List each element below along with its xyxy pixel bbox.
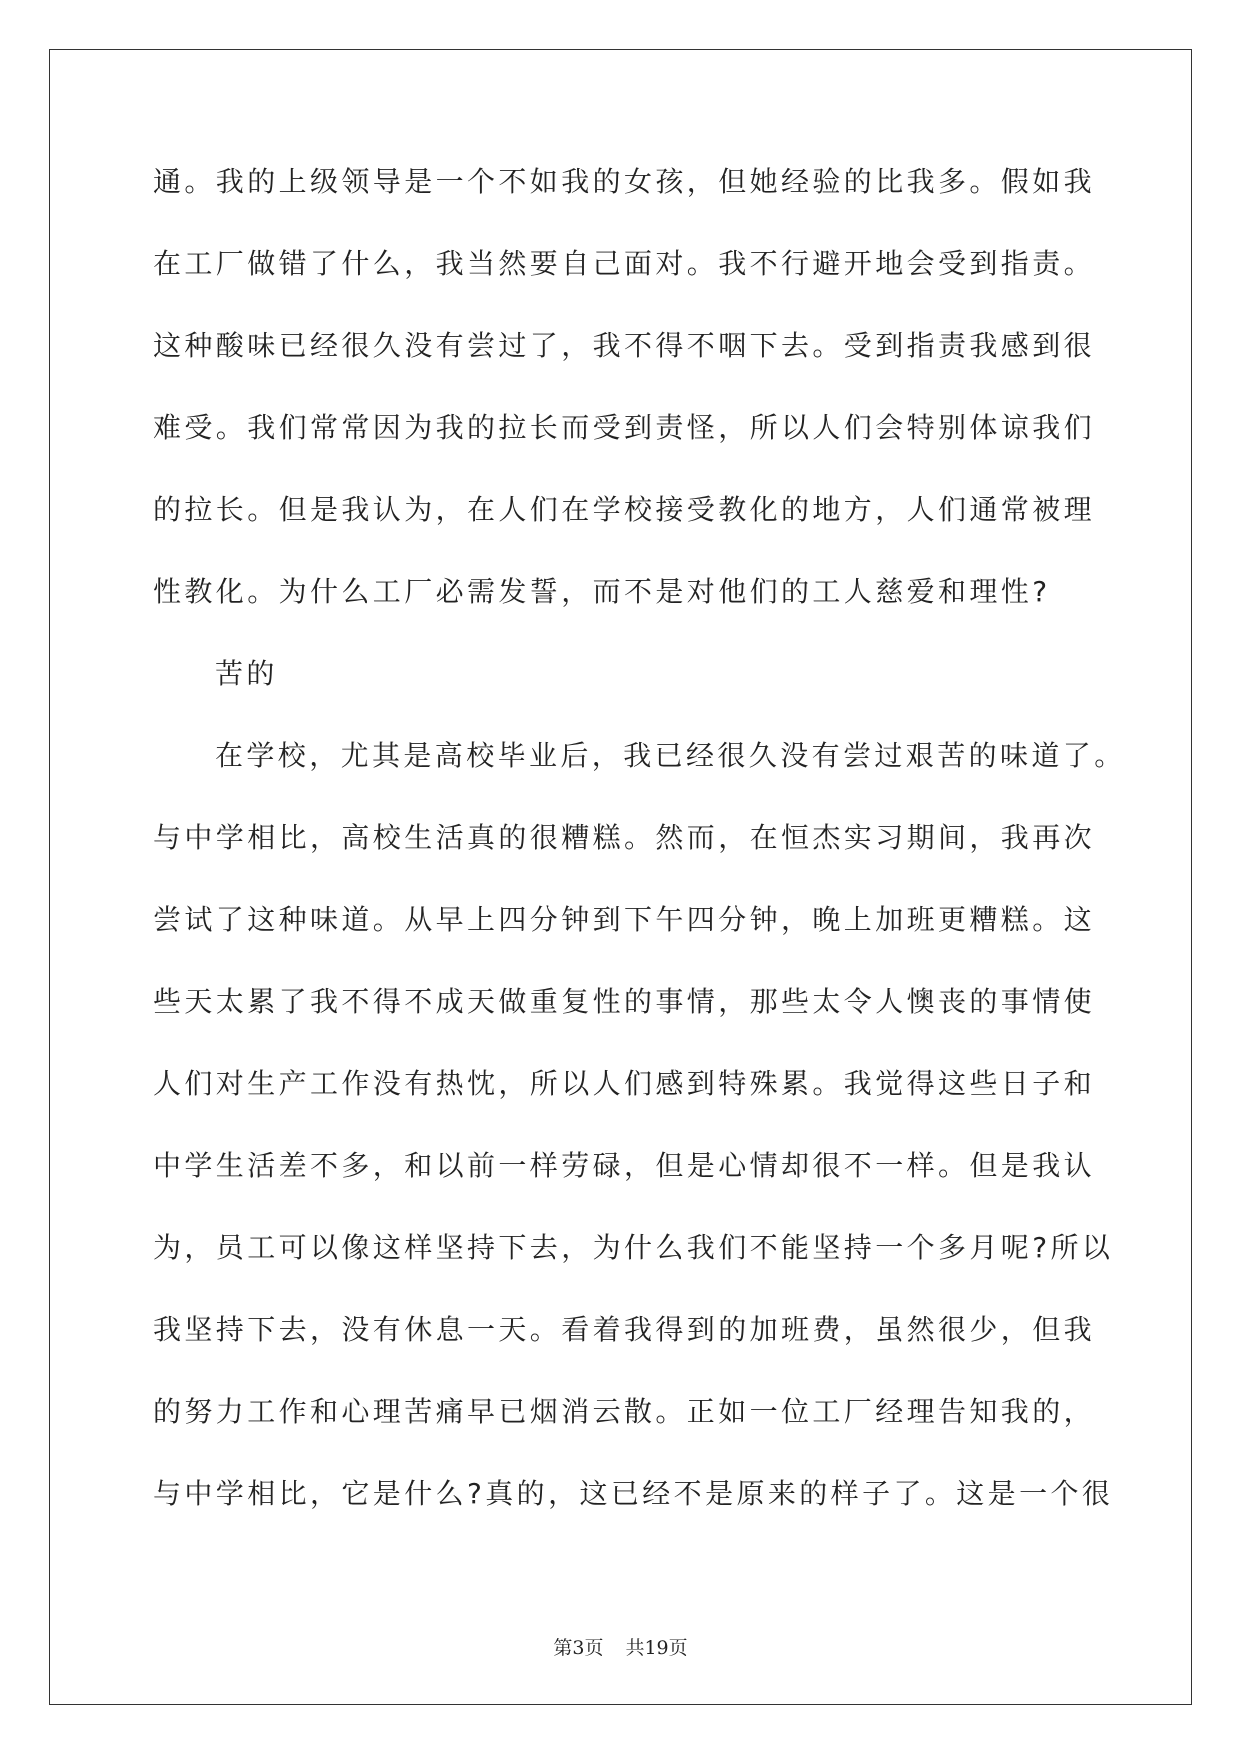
text-line: 苦的 xyxy=(215,657,278,690)
text-line: 性教化。为什么工厂必需发誓，而不是对他们的工人慈爱和理性? xyxy=(153,575,1051,608)
document-body xyxy=(153,164,1126,1558)
text-line: 与中学相比，它是什么?真的，这已经不是原来的样子了。这是一个很 xyxy=(153,1477,1114,1510)
text-line: 中学生活差不多，和以前一样劳碌，但是心情却很不一样。但是我认 xyxy=(153,1149,1096,1182)
text-line: 通。我的上级领导是一个不如我的女孩，但她经验的比我多。假如我 xyxy=(153,165,1096,198)
text-line: 尝试了这种味道。从早上四分钟到下午四分钟，晚上加班更糟糕。这 xyxy=(153,903,1096,936)
text-line: 我坚持下去，没有休息一天。看着我得到的加班费，虽然很少，但我 xyxy=(153,1313,1096,1346)
text-line: 这种酸味已经很久没有尝过了，我不得不咽下去。受到指责我感到很 xyxy=(153,329,1096,362)
text-line: 在工厂做错了什么，我当然要自己面对。我不行避开地会受到指责。 xyxy=(153,247,1096,280)
text-line: 在学校，尤其是高校毕业后，我已经很久没有尝过艰苦的味道了。 xyxy=(215,739,1126,772)
text-line: 与中学相比，高校生活真的很糟糕。然而，在恒杰实习期间，我再次 xyxy=(153,821,1096,854)
text-line: 为，员工可以像这样坚持下去，为什么我们不能坚持一个多月呢?所以 xyxy=(153,1231,1114,1264)
page-number: 第3页 xyxy=(553,1637,604,1659)
text-line: 的拉长。但是我认为，在人们在学校接受教化的地方，人们通常被理 xyxy=(153,493,1096,526)
page-total: 共19页 xyxy=(625,1637,688,1659)
text-line: 些天太累了我不得不成天做重复性的事情，那些太令人懊丧的事情使 xyxy=(153,985,1096,1018)
text-line: 难受。我们常常因为我的拉长而受到责怪，所以人们会特别体谅我们 xyxy=(153,411,1096,444)
text-line: 人们对生产工作没有热忱，所以人们感到特殊累。我觉得这些日子和 xyxy=(153,1067,1096,1100)
text-line: 的努力工作和心理苦痛早已烟消云散。正如一位工厂经理告知我的， xyxy=(153,1395,1096,1428)
page-footer xyxy=(0,1633,1241,1660)
